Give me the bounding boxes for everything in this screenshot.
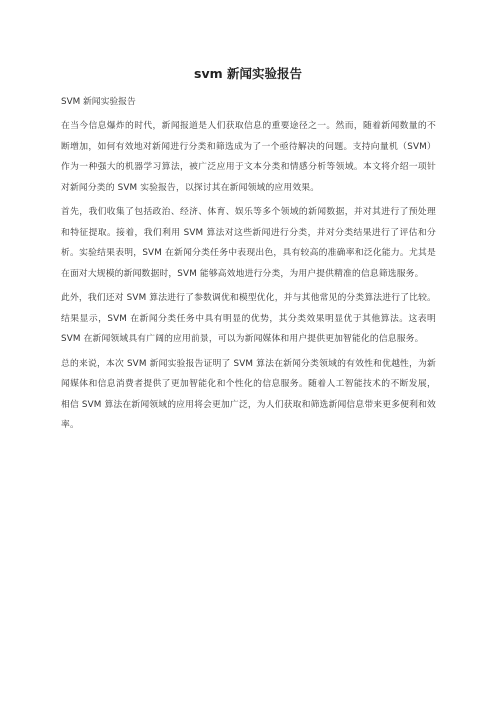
paragraph-intro: 在当今信息爆炸的时代，新闻报道是人们获取信息的重要途径之一。然而，随着新闻数量的不断增加，如何有效地对新闻进行分类和筛选成为了一个亟待解决的问题。支持向量机（SVM）作为一种强大的机器学习算法，被广泛应用于文本分类和情感分析等领域。本文将介绍一项针对新闻分类的 SVM 实验报告，以探讨其在新闻领域的应用效果。 — [61, 121, 436, 193]
document-title: svm 新闻实验报告 — [194, 66, 302, 81]
paragraph-method: 首先，我们收集了包括政治、经济、体育、娱乐等多个领域的新闻数据，并对其进行了预处理和特征提取。接着，我们利用 SVM 算法对这些新闻进行分类，并对分类结果进行了评估和分析。实验结果表明，SVM 在新闻分类任务中表现出色，具有较高的准确率和泛化能力。尤其是在面对大规模的新闻数据时，SVM 能够高效地进行分类，为用户提供精准的信息筛选服务。 — [61, 207, 436, 279]
document-subtitle: SVM 新闻实验报告 — [61, 97, 136, 107]
document-body — [61, 92, 436, 440]
paragraph-conclusion: 总的来说，本次 SVM 新闻实验报告证明了 SVM 算法在新闻分类领域的有效性和优越性，为新闻媒体和信息消费者提供了更加智能化和个性化的信息服务。随着人工智能技术的不断发展，相信 SVM 算法在新闻领域的应用将会更加广泛，为人们获取和筛选新闻信息带来更多便利和效率。 — [61, 358, 436, 430]
paragraph-optimization: 此外，我们还对 SVM 算法进行了参数调优和模型优化，并与其他常见的分类算法进行了比较。结果显示，SVM 在新闻分类任务中具有明显的优势，其分类效果明显优于其他算法。这表明 SVM 在新闻领域具有广阔的应用前景，可以为新闻媒体和用户提供更加智能化的信息服务。 — [61, 293, 436, 344]
